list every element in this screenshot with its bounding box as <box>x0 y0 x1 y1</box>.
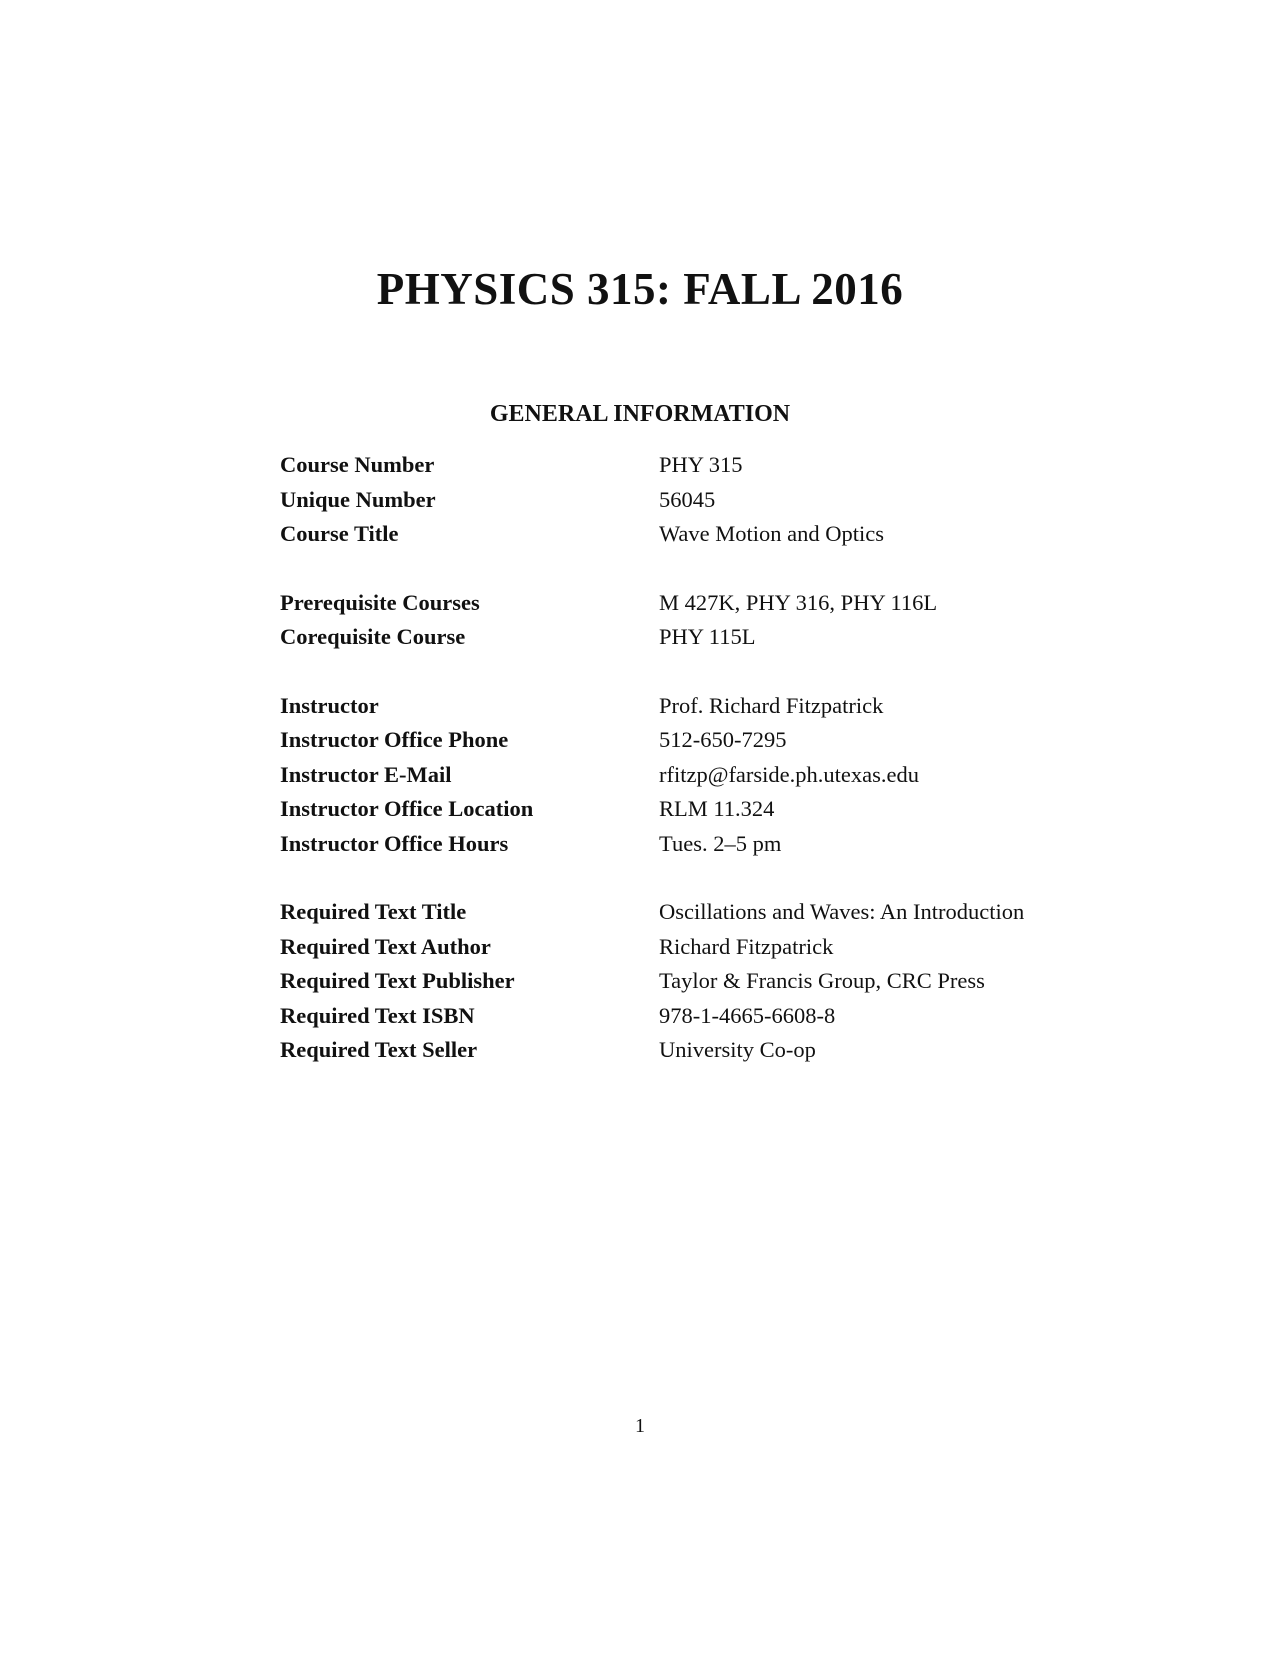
required-text-title-label: Required Text Title <box>280 899 467 924</box>
required-text-author-label: Required Text Author <box>280 933 491 959</box>
instructor-email-value: rfitzp@farside.ph.utexas.edu <box>659 761 920 787</box>
info-row-course-number <box>280 448 1120 483</box>
info-row-required-text-author <box>280 930 1120 965</box>
info-row-instructor-office-location <box>280 792 1120 827</box>
corequisite-course-value: PHY 115L <box>659 624 756 649</box>
info-row-course-title <box>280 517 1120 552</box>
general-information-table <box>280 448 1120 1068</box>
instructor-email-label: Instructor E-Mail <box>280 761 452 787</box>
info-row-required-text-seller <box>280 1033 1120 1068</box>
required-text-isbn-value: 978-1-4665-6608-8 <box>659 1002 836 1028</box>
required-text-isbn-label: Required Text ISBN <box>280 1002 475 1028</box>
instructor-office-location-value: RLM 11.324 <box>659 796 775 821</box>
prerequisite-courses-value: M 427K, PHY 316, PHY 116L <box>659 589 938 615</box>
page-title: PHYSICS 315: FALL 2016 <box>376 264 904 314</box>
required-text-seller-value: University Co-op <box>659 1037 816 1062</box>
required-text-seller-label: Required Text Seller <box>280 1037 478 1062</box>
course-title-value: Wave Motion and Optics <box>659 521 885 546</box>
instructor-office-location-label: Instructor Office Location <box>280 796 534 821</box>
instructor-office-hours-label: Instructor Office Hours <box>280 830 509 856</box>
info-row-required-text-publisher <box>280 964 1120 999</box>
unique-number-label: Unique Number <box>280 486 436 512</box>
instructor-label: Instructor <box>280 692 379 718</box>
required-text-author-value: Richard Fitzpatrick <box>659 933 834 959</box>
prerequisite-courses-label: Prerequisite Courses <box>280 589 480 615</box>
instructor-office-phone-value: 512-650-7295 <box>659 727 787 752</box>
info-row-required-text-isbn <box>280 999 1120 1034</box>
required-text-publisher-value: Taylor & Francis Group, CRC Press <box>659 968 985 993</box>
course-number-value: PHY 315 <box>659 452 743 477</box>
info-row-required-text-title <box>280 895 1120 930</box>
info-row-prerequisite-courses <box>280 586 1120 621</box>
instructor-office-phone-label: Instructor Office Phone <box>280 727 509 752</box>
page-number: 1 <box>635 1415 645 1437</box>
corequisite-course-label: Corequisite Course <box>280 624 466 649</box>
info-row-instructor <box>280 689 1120 724</box>
info-row-unique-number <box>280 483 1120 518</box>
info-row-instructor-office-phone <box>280 723 1120 758</box>
instructor-value: Prof. Richard Fitzpatrick <box>659 692 884 718</box>
course-title-label: Course Title <box>280 521 399 546</box>
info-row-corequisite-course <box>280 620 1120 655</box>
info-row-instructor-office-hours <box>280 827 1120 862</box>
instructor-office-hours-value: Tues. 2–5 pm <box>659 830 782 856</box>
unique-number-value: 56045 <box>659 486 716 512</box>
required-text-title-value: Oscillations and Waves: An Introduction <box>659 899 1025 924</box>
section-heading: GENERAL INFORMATION <box>489 401 791 427</box>
info-row-instructor-email <box>280 758 1120 793</box>
course-number-label: Course Number <box>280 452 435 477</box>
required-text-publisher-label: Required Text Publisher <box>280 968 515 993</box>
